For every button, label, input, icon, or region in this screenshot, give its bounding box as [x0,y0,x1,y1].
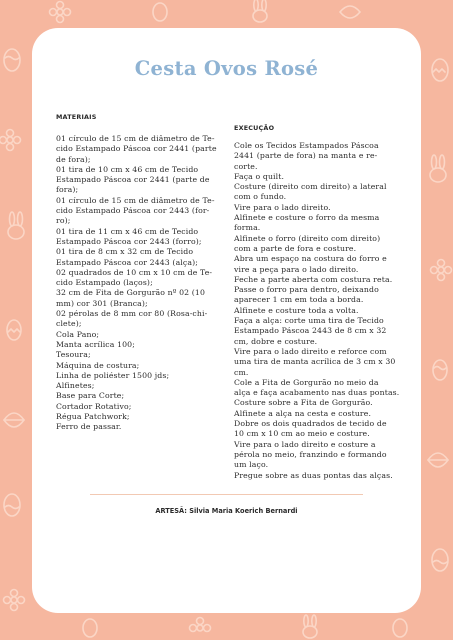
leaf-icon [4,413,24,427]
egg-icon [7,320,21,340]
bunny-icon [253,0,267,22]
execution-steps: Cole os Tecidos Estampados Páscoa 2441 (parte de fora) na manta e re- corte. Faça o quilt. Costure (direito com direito) a lateral com o fundo. Vire para o lado direito. Alfinete e costure o forro da mesma forma. Alfinete o forro (direito com direito) com a parte de fora e costure. Abra um espaço na costura do forro e vire a peça para o lado direito. Feche a parte aberta com costura reta. Passe o forro para dentro, deixando aparecer 1 cm em toda a borda. Alfinete e costure toda a volta. Faça a alça: corte uma tira de Tecido Estampado Páscoa 2443 de 8 cm x 32 cm, dobre e costure. Vire para o lado direito e reforce com uma tira de manta acrílica de 3 cm x 30 cm. Cole a Fita de Gorgurão no meio da alça e faça acabamento nas duas pontas. Costure sobre a Fita de Gorgurão. Alfinete a alça na cesta e costure. Dobre os dois quadrados de tecido de 10 cm x 10 cm ao meio e costure. Vire para o lado direito e costure a pérola no meio, franzindo e formando um laço. Pregue sobre as duas pontas das alças. [234,141,400,480]
materials-list: 01 círculo de 15 cm de diâmetro de Te- cido Estampado Páscoa cor 2441 (parte de fora); 01 tira de 10 cm x 46 cm de Tecido Estampado Páscoa cor 2441 (parte de fora); 01 círculo de 15 cm de diâmetro de Te- cido Estampado Páscoa cor 2443 (for- ro); 01 tira de 11 cm x 46 cm de Tecido Estampado Páscoa cor 2443 (forro); 01 tira de 8 cm x 32 cm de Tecido Estampado Páscoa cor 2443 (alça); 02 quadrados de 10 cm x 10 cm de Te- cido Estampado (laços); 32 cm de Fita de Gorgurão nº 02 (10 mm) cor 301 (Branca); 02 pérolas de 8 mm cor 80 (Rosa-chi- clete); Cola Pano; Manta acrílica 100; Tesoura; Máquina de costura; Linha de poliéster 1500 jds; Alfinetes; Base para Corte; Cortador Rotativo; Régua Patchwork; Ferro de passar. [56,134,217,432]
bunny-icon [430,155,446,182]
artist-credit: ARTESÃ: Silvia Maria Koerich Bernardi [155,507,298,515]
footer-divider [90,494,363,495]
materials-heading: MATERIAIS [56,113,97,121]
flower-icon [0,130,21,151]
flower-icon [431,260,452,281]
flower-icon [190,618,211,632]
bunny-icon [8,212,24,239]
egg-icon [83,619,97,637]
egg-icon [433,360,447,380]
leaf-icon [428,453,448,467]
flower-icon [50,2,71,23]
flower-icon [4,590,25,611]
egg-icon [153,3,167,21]
page-title: Cesta Ovos Rosé [134,57,319,80]
leaf-icon [340,6,360,18]
egg-icon [393,619,407,637]
execution-heading: EXECUÇÃO [234,124,275,132]
bunny-icon [303,615,317,638]
egg-icon [432,549,448,571]
